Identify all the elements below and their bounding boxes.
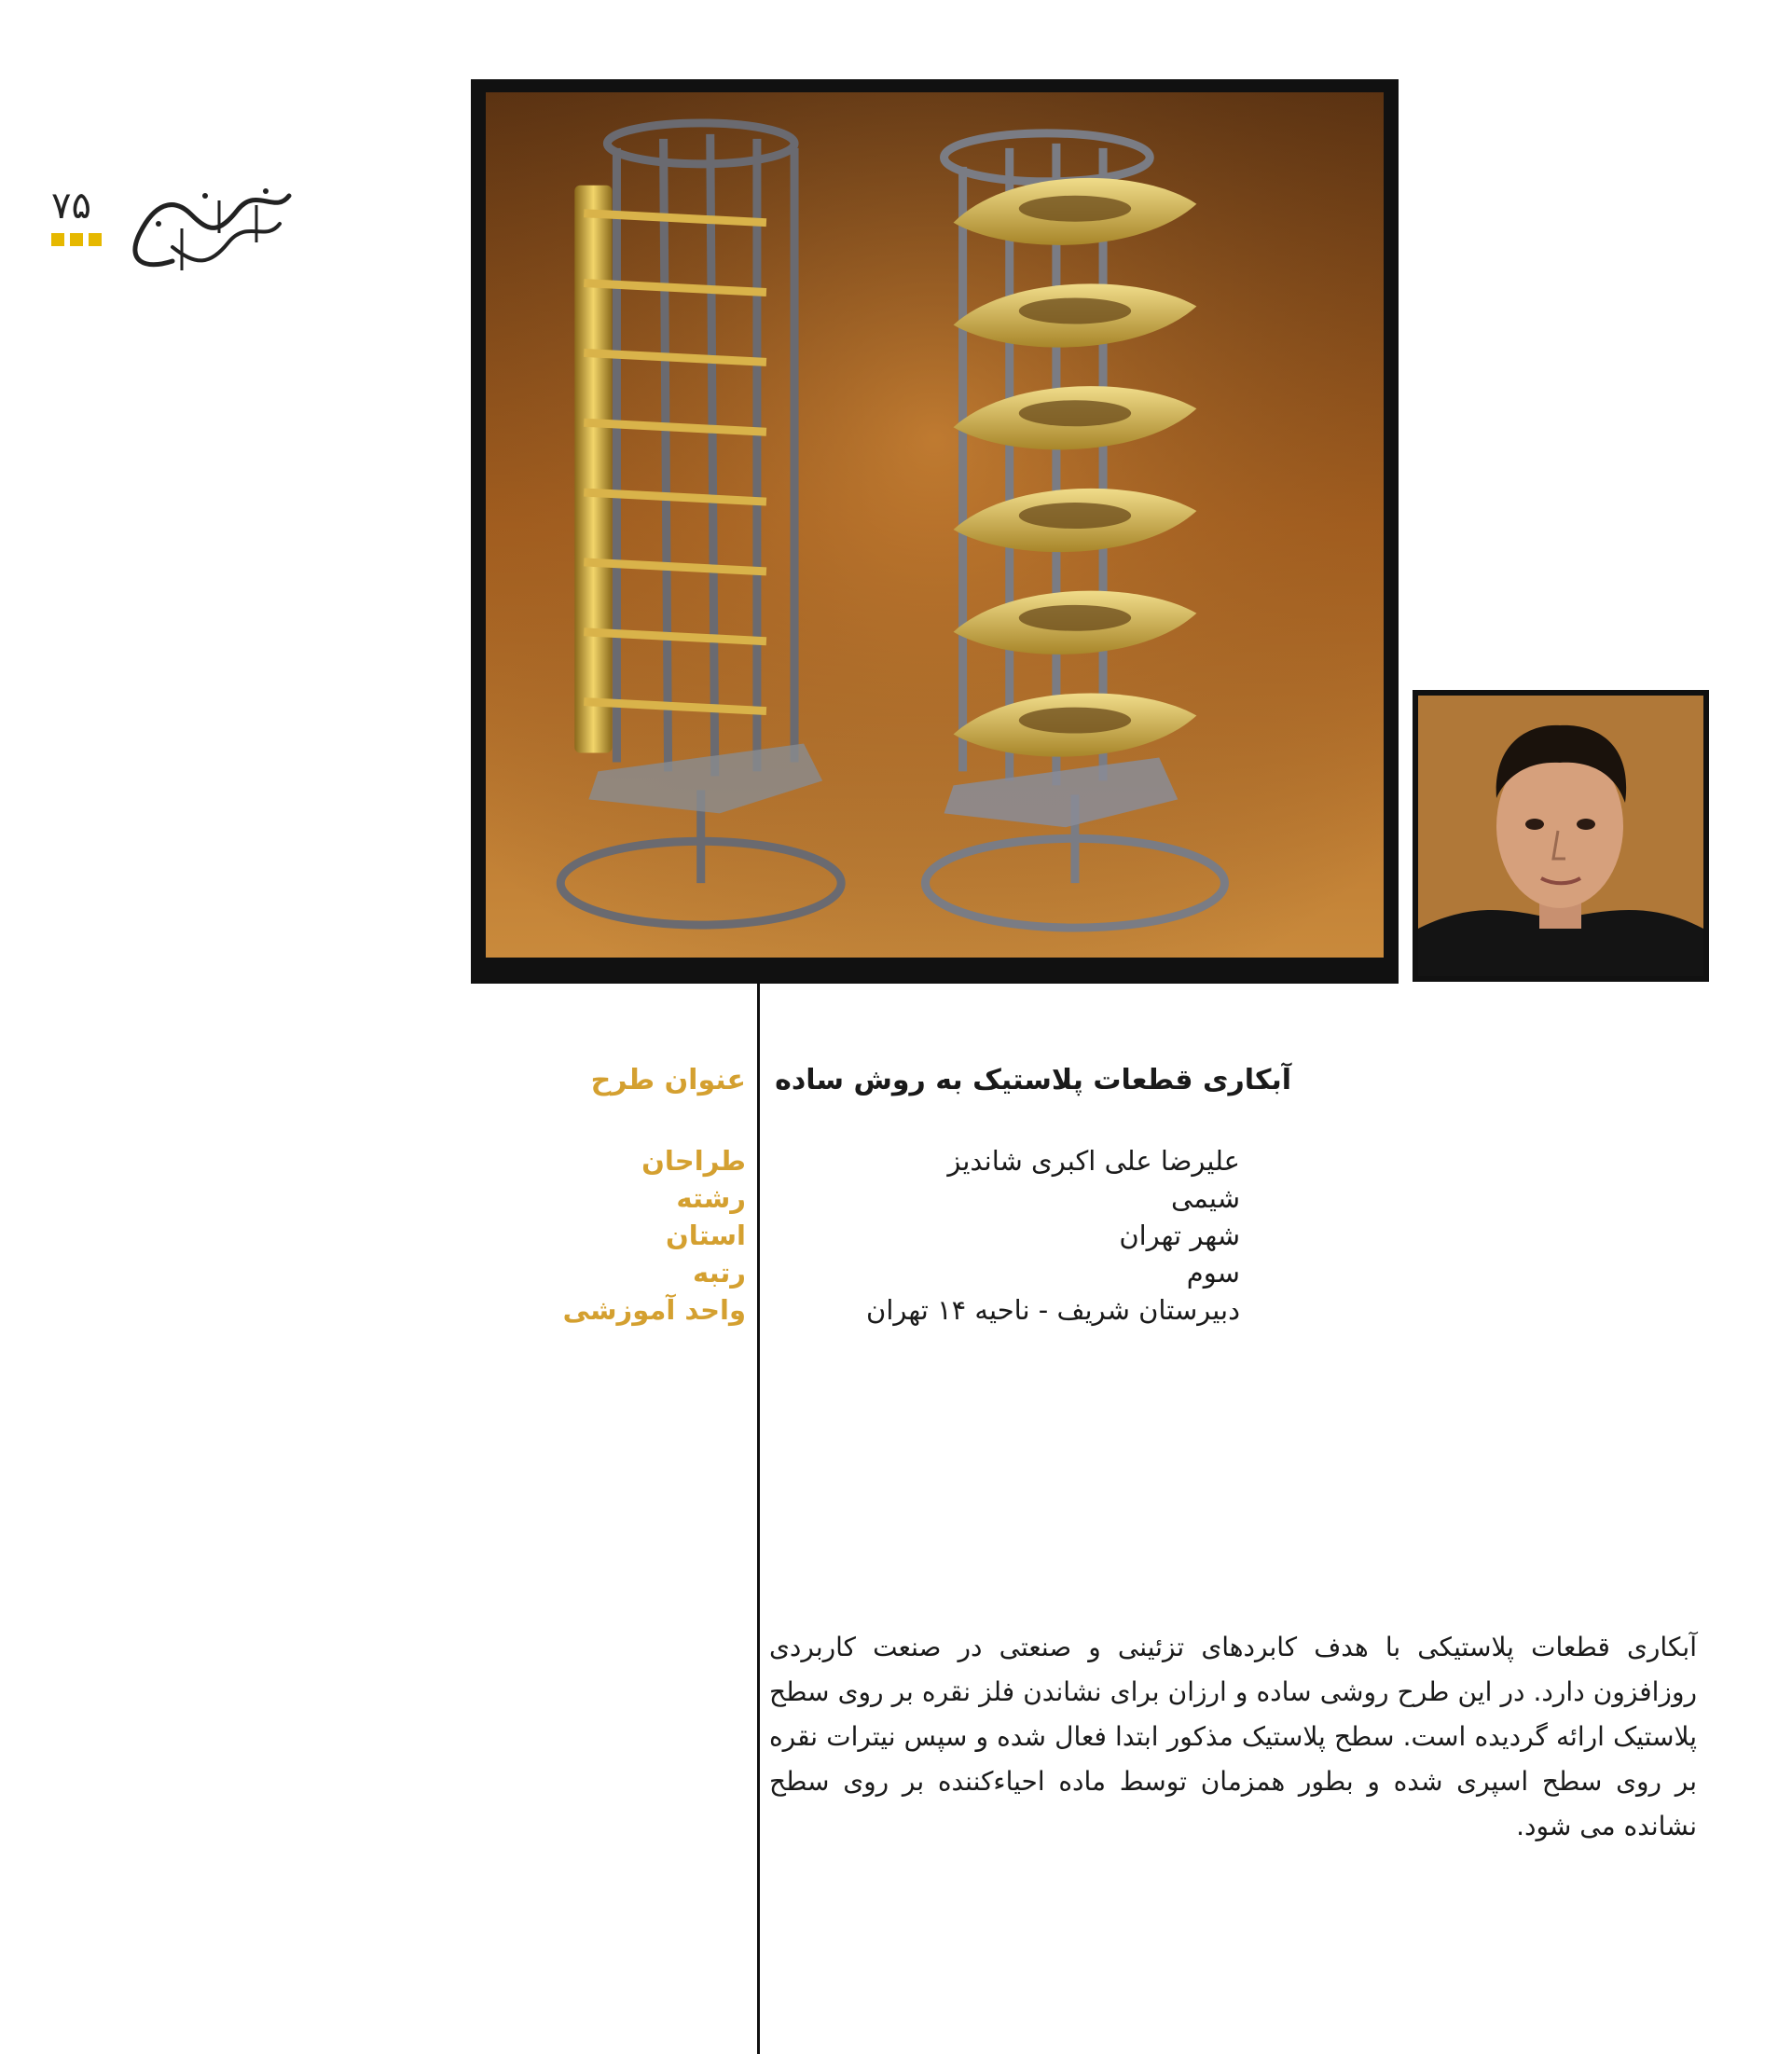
field-values	[774, 1142, 1240, 1329]
portrait-photo	[1418, 696, 1703, 976]
field-label-major: رشته	[676, 1182, 746, 1214]
title-label: عنوان طرح	[590, 1064, 746, 1096]
field-label-designers: طراحان	[641, 1145, 746, 1177]
field-label-school: واحد آموزشی	[562, 1294, 746, 1326]
designer-portrait	[1413, 690, 1709, 982]
field-label-province: استان	[666, 1220, 746, 1251]
vertical-divider	[757, 970, 760, 2054]
field-value-designers: علیرضا علی اکبری شاندیز	[947, 1145, 1240, 1177]
field-value-province: شهر تهران	[1119, 1220, 1240, 1251]
page-number-dots	[51, 233, 102, 246]
project-photo	[471, 79, 1399, 984]
field-label-rank: رتبه	[692, 1257, 746, 1289]
photo-plated-racks	[486, 92, 1384, 958]
field-labels	[522, 1142, 746, 1329]
field-value-school: دبیرستان شریف - ناحیه ۱۴ تهران	[866, 1294, 1240, 1326]
project-title: آبکاری قطعات پلاستیک به روش ساده	[775, 1064, 1291, 1096]
field-value-major: شیمی	[1171, 1182, 1240, 1214]
field-value-rank: سوم	[1186, 1257, 1240, 1289]
page-number: ۷۵	[51, 185, 91, 227]
project-description: آبکاری قطعات پلاستیکی با هدف کابردهای تزئینی و صنعتی در صنعت کاربردی روزافزون دارد. در این طرح روشی ساده و ارزان برای نشاندن فلز نقره بر روی سطح پلاستیک ارائه گردیده است. سطح پلاستیک مذکور ابتدا فعال شده و سپس نیترات نقره بر روی سطح اسپری شده و بطور همزمان توسط ماده احیاءکننده بر روی سطح نشانده می شود.	[769, 1632, 1697, 1841]
festival-calligraphy-logo	[117, 177, 298, 289]
